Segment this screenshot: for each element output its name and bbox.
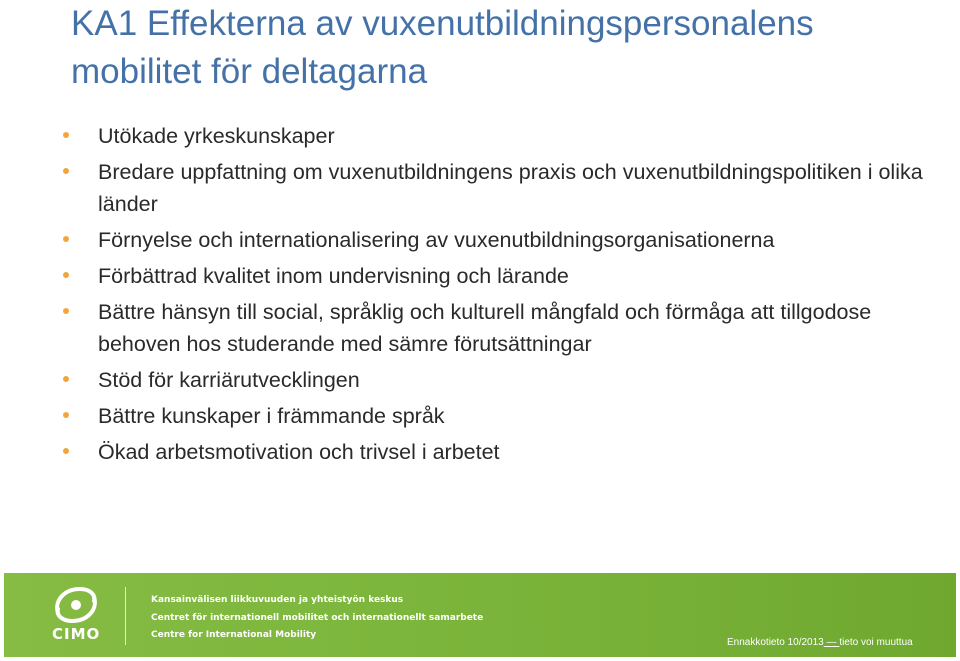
- bullet-icon: [63, 412, 69, 418]
- slide-title: KA1 Effekterna av vuxenutbildningspersonalens mobilitet för deltagarna: [71, 4, 814, 91]
- list-item: [60, 120, 940, 152]
- bullet-icon: [63, 308, 69, 314]
- org-name-sv: Centret för internationell mobilitet och internationellt samarbete: [151, 613, 484, 623]
- list-item: [60, 260, 940, 292]
- bullet-icon: [63, 448, 69, 454]
- bullet-text: Ökad arbetsmotivation och trivsel i arbetet: [98, 440, 500, 464]
- list-item: [60, 436, 940, 468]
- divider: [125, 587, 126, 645]
- logo-text: CIMO: [52, 625, 101, 643]
- bullet-text: Bredare uppfattning om vuxenutbildningens praxis och vuxenutbildningspolitiken i olika länder: [98, 160, 923, 216]
- org-name-en: Centre for International Mobility: [151, 630, 317, 640]
- list-item: [60, 296, 940, 360]
- footnote-dash: —: [823, 637, 840, 648]
- bullet-text: Bättre hänsyn till social, språklig och kulturell mångfald och förmåga att tillgodose behoven hos studerande med sämre förutsättningar: [98, 300, 872, 356]
- bullet-text: Utökade yrkeskunskaper: [98, 124, 335, 148]
- bullet-icon: [63, 236, 69, 242]
- bullet-text: Förbättrad kvalitet inom undervisning och lärande: [98, 264, 569, 288]
- list-item: [60, 156, 940, 220]
- list-item: [60, 400, 940, 432]
- bullet-text: Bättre kunskaper i främmande språk: [98, 404, 445, 428]
- bullet-text: Förnyelse och internationalisering av vuxenutbildningsorganisationerna: [98, 228, 775, 252]
- bullet-icon: [63, 272, 69, 278]
- bullet-icon: [63, 376, 69, 382]
- bullet-list: [60, 120, 940, 472]
- cimo-logo-icon: [50, 583, 102, 627]
- org-name-fi: Kansainvälisen liikkuvuuden ja yhteistyön keskus: [151, 595, 404, 605]
- list-item: [60, 224, 940, 256]
- footer-banner: [4, 573, 956, 657]
- footnote-right: tieto voi muuttua: [839, 637, 913, 648]
- bullet-text: Stöd för karriärutvecklingen: [98, 368, 360, 392]
- bullet-icon: [63, 132, 69, 138]
- bullet-icon: [63, 168, 69, 174]
- footnote-left: Ennakkotieto 10/2013: [727, 637, 824, 648]
- footnote: [727, 637, 913, 648]
- list-item: [60, 364, 940, 396]
